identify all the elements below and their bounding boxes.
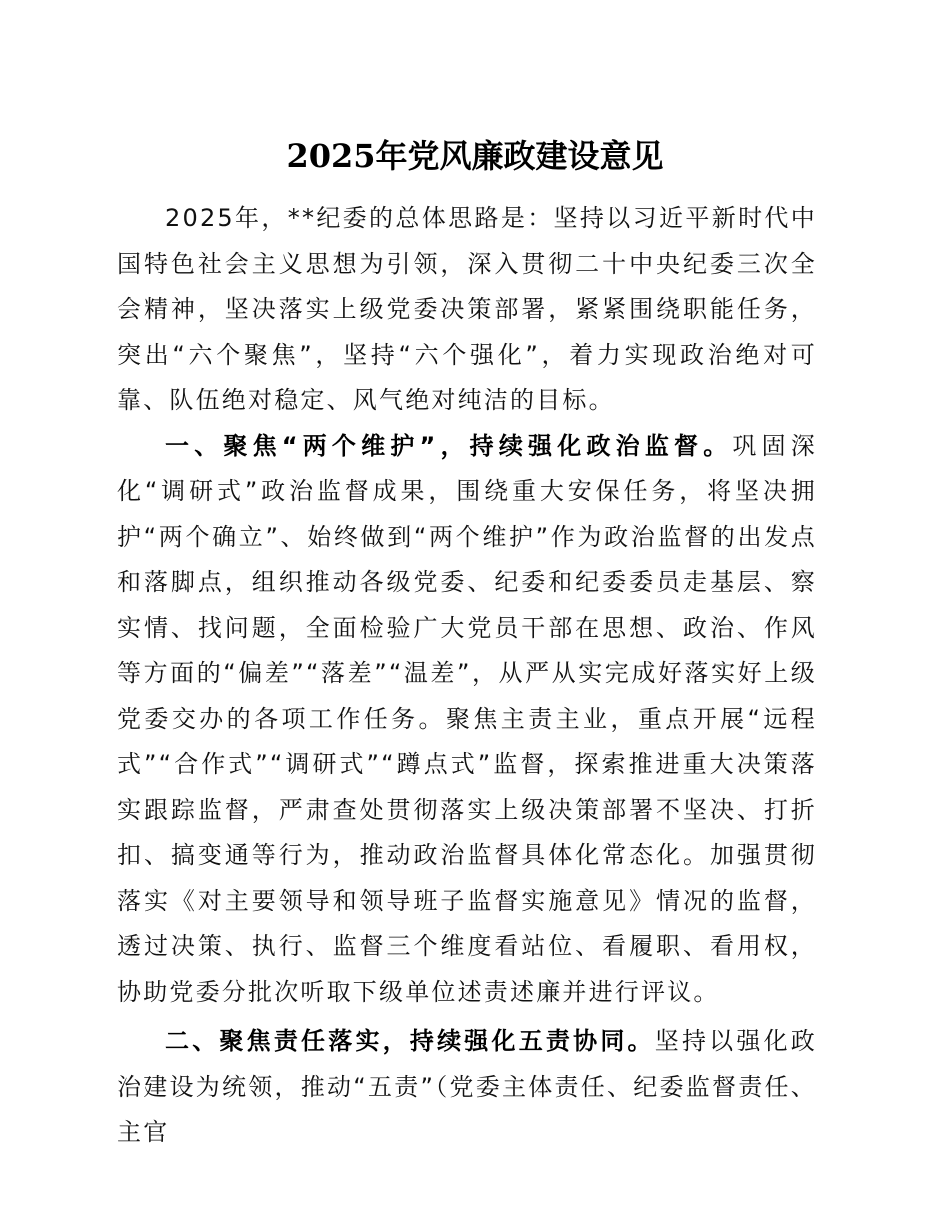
paragraph-text: 2025年，**纪委的总体思路是：坚持以习近平新时代中国特色社会主义思想为引领，深入贯彻二十中央纪委三次全会精神，坚决落实上级党委决策部署，紧紧围绕职能任务，突出“六个聚焦”，坚持“六个强化”，着力实现政治绝对可靠、队伍绝对稳定、风气绝对纯洁的目标。	[117, 204, 817, 414]
section-heading: 二、聚焦责任落实，持续强化五责协同。	[165, 1027, 655, 1055]
paragraph-text: 巩固深化“调研式”政治监督成果，围绕重大安保任务，将坚决拥护“两个确立”、始终做到“两个维护”作为政治监督的出发点和落脚点，组织推动各级党委、纪委和纪委委员走基层、察实情、找问题，全面检验广大党员干部在思想、政治、作风等方面的“偏差”“落差”“温差”，从严从实完成好落实好上级党委交办的各项工作任务。聚焦主责主业，重点开展“远程式”“合作式”“调研式”“蹲点式”监督，探索推进重大决策落实跟踪监督，严肃查处贯彻落实上级决策部署不坚决、打折扣、搞变通等行为，推动政治监督具体化常态化。加强贯彻落实《对主要领导和领导班子监督实施意见》情况的监督，透过决策、执行、监督三个维度看站位、看履职、看用权，协助党委分批次听取下级单位述责述廉并进行评议。	[117, 431, 817, 1006]
paragraph-section-1	[117, 424, 817, 1016]
paragraph-text: 坚持以强化政治建设为统领，推动“五责”（党委主体责任、纪委监督责任、主官	[117, 1027, 817, 1146]
document-title: 2025年党风廉政建设意见	[286, 137, 664, 175]
paragraph-section-2	[117, 1019, 817, 1156]
section-heading: 一、聚焦“两个维护”，持续强化政治监督。	[165, 431, 733, 460]
document-body	[117, 196, 817, 1156]
paragraph-intro	[117, 196, 817, 424]
